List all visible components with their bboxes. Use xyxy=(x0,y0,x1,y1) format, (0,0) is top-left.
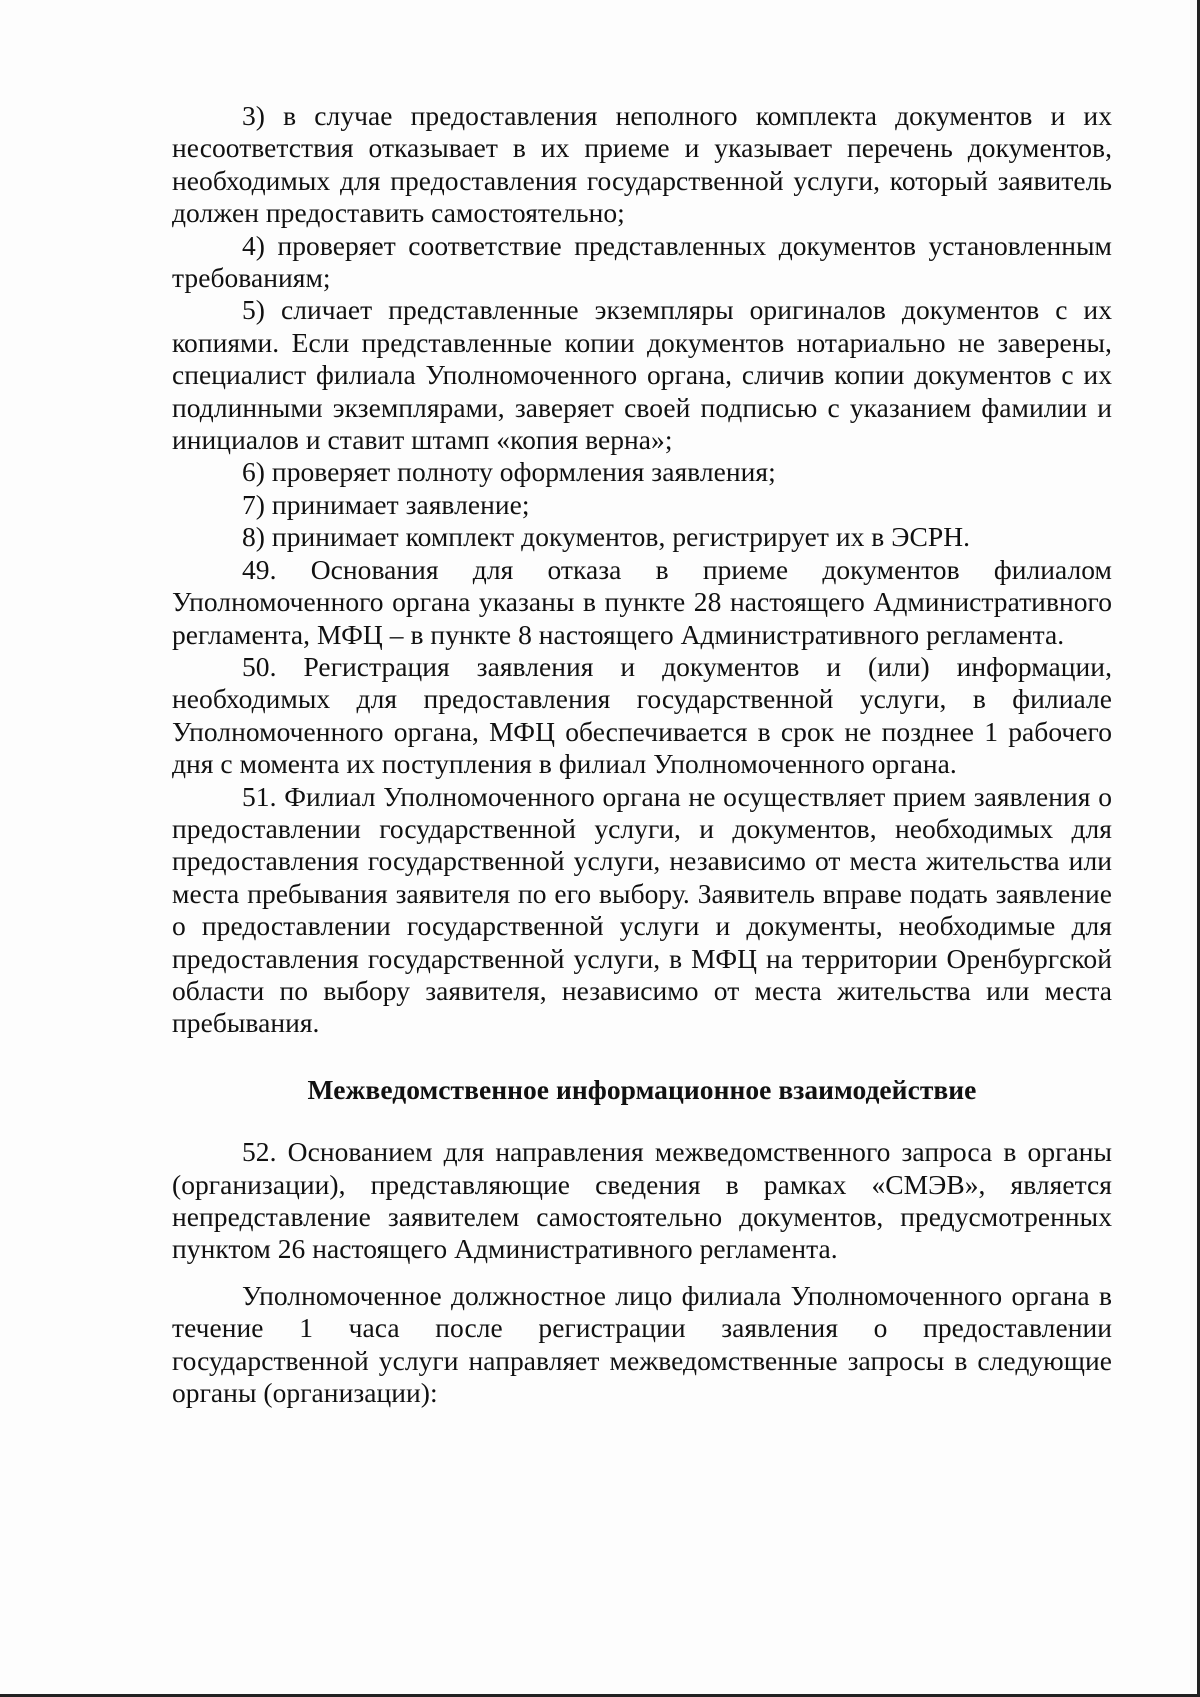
document-body xyxy=(172,100,1112,1409)
paragraph-item-4: 4) проверяет соответствие представленных документов установленным требованиям; xyxy=(172,229,1112,294)
paragraph-item-5: 5) сличает представленные экземпляры оригиналов документов с их копиями. Если представленные копии документов нотариально не заверены, специалист филиала Уполномоченного органа, сличив копии документов с их подлинными экземплярами, заверяет своей подписью с указанием фамилии и инициалов и ставит штамп «копия верна»; xyxy=(172,294,1112,456)
paragraph-item-8: 8) принимает комплект документов, регистрирует их в ЭСРН. xyxy=(242,521,971,553)
paragraph-51: 51. Филиал Уполномоченного органа не осуществляет прием заявления о предоставлении государственной услуги, и документов, необходимых для предоставления государственной услуги, независимо от места жительства или места пребывания заявителя по его выбору. Заявитель вправе подать заявление о предоставлении государственной услуги и документы, необходимые для предоставления государственной услуги, в МФЦ на территории Оренбургской области по выбору заявителя, независимо от места жительства или места пребывания. xyxy=(172,780,1112,1039)
paragraph-authorized-official: Уполномоченное должностное лицо филиала Уполномоченного органа в течение 1 часа после регистрации заявления о предоставлении государственной услуги направляет межведомственные запросы в следующие органы (организации): xyxy=(172,1279,1112,1409)
paragraph-50: 50. Регистрация заявления и документов и (или) информации, необходимых для предоставления государственной услуги, в филиале Уполномоченного органа, МФЦ обеспечивается в срок не позднее 1 рабочего дня с момента их поступления в филиал Уполномоченного органа. xyxy=(172,650,1112,780)
section-heading: Межведомственное информационное взаимодействие xyxy=(307,1073,977,1105)
paragraph-49: 49. Основания для отказа в приеме документов филиалом Уполномоченного органа указаны в пункте 28 настоящего Административного регламента, МФЦ – в пункте 8 настоящего Административного регламента. xyxy=(172,553,1112,650)
paragraph-52: 52. Основанием для направления межведомственного запроса в органы (организации), представляющие сведения в рамках «СМЭВ», является непредставление заявителем самостоятельно документов, предусмотренных пунктом 26 настоящего Административного регламента. xyxy=(172,1136,1112,1265)
paragraph-item-6: 6) проверяет полноту оформления заявления; xyxy=(242,456,776,488)
paragraph-item-7: 7) принимает заявление; xyxy=(242,488,530,520)
paragraph-item-3: 3) в случае предоставления неполного комплекта документов и их несоответствия отказывает в их приеме и указывает перечень документов, необходимых для предоставления государственной услуги, который заявитель должен предоставить самостоятельно; xyxy=(172,100,1112,229)
